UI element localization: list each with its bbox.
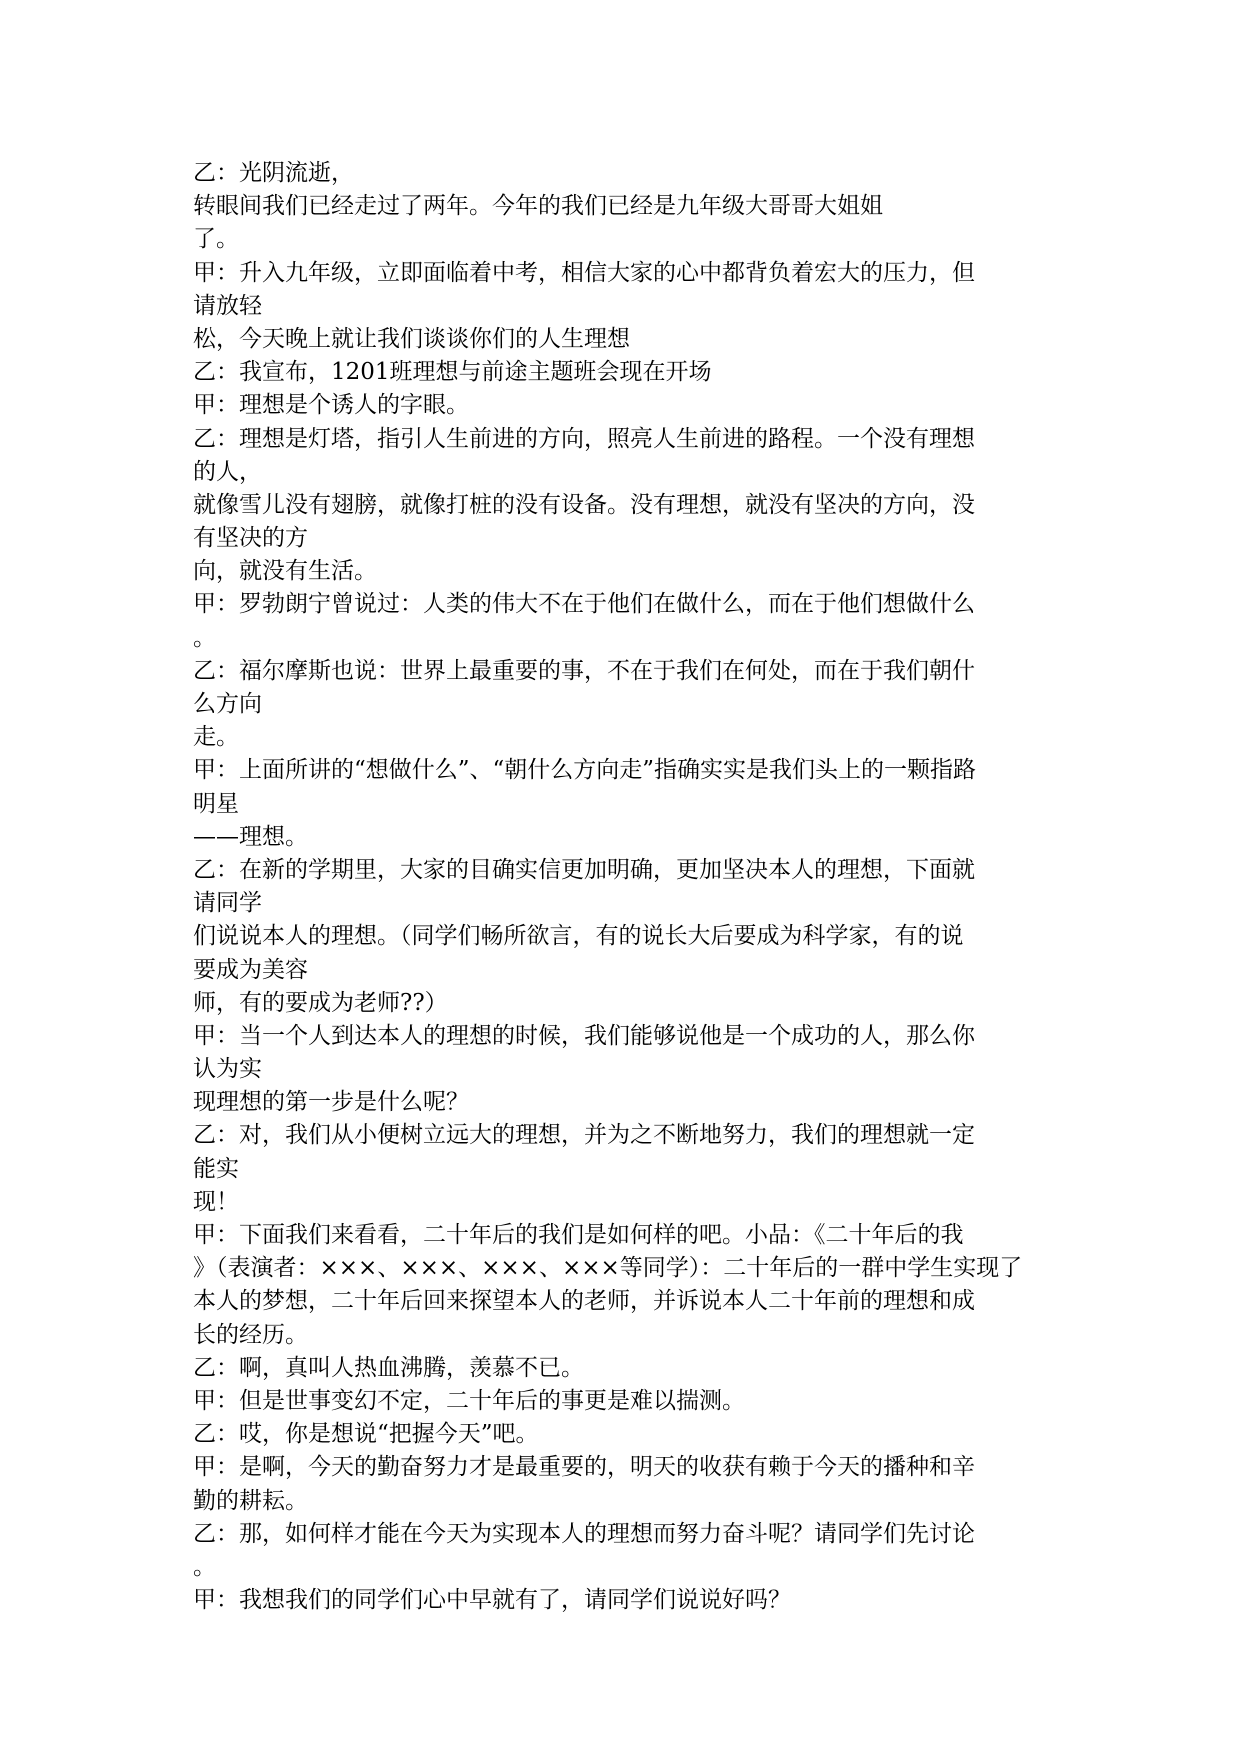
- text-line: 走。: [193, 724, 239, 751]
- text-line: ——理想。: [193, 823, 308, 850]
- text-line: 现！: [193, 1188, 239, 1215]
- text-line: 甲：罗勃朗宁曾说过：人类的伟大不在于他们在做什么，而在于他们想做什么: [193, 591, 975, 618]
- text-line: 本人的梦想，二十年后回来探望本人的老师，并诉说本人二十年前的理想和成: [193, 1288, 975, 1315]
- text-line: 乙：福尔摩斯也说：世界上最重要的事，不在于我们在何处，而在于我们朝什: [193, 657, 975, 684]
- text-line: 甲：当一个人到达本人的理想的时候，我们能够说他是一个成功的人，那么你: [193, 1022, 975, 1049]
- text-line: 师，有的要成为老师??）: [193, 989, 448, 1016]
- text-line: 认为实: [193, 1056, 262, 1083]
- text-line: 乙：哎，你是想说“把握今天”吧。: [193, 1421, 539, 1448]
- text-line: 就像雪儿没有翅膀，就像打桩的没有设备。没有理想，就没有坚决的方向，没: [193, 491, 975, 518]
- text-line: 转眼间我们已经走过了两年。今年的我们已经是九年级大哥哥大姐姐: [193, 193, 883, 220]
- text-line: 甲：但是世事变幻不定，二十年后的事更是难以揣测。: [193, 1387, 745, 1414]
- text-line: 乙：光阴流逝，: [193, 160, 354, 186]
- text-line: 甲：我想我们的同学们心中早就有了，请同学们说说好吗？: [193, 1587, 791, 1614]
- text-line: 能实: [193, 1155, 239, 1182]
- text-line: 请同学: [193, 890, 262, 917]
- document-body: [193, 157, 1063, 1617]
- text-line: 勤的耕耘。: [193, 1487, 308, 1514]
- text-line: 的人，: [193, 458, 262, 485]
- text-line: 现理想的第一步是什么呢？: [193, 1089, 469, 1116]
- text-line: 请放轻: [193, 292, 262, 319]
- text-line: 乙：那，如何样才能在今天为实现本人的理想而努力奋斗呢？请同学们先讨论: [193, 1520, 975, 1547]
- text-line: 向，就没有生活。: [193, 558, 377, 585]
- text-line: 甲：下面我们来看看，二十年后的我们是如何样的吧。小品：《二十年后的我: [193, 1222, 964, 1248]
- text-line: 明星: [193, 790, 239, 817]
- text-line: 甲：理想是个诱人的字眼。: [193, 392, 469, 419]
- text-line: 甲：上面所讲的“想做什么”、“朝什么方向走”指确实实是我们头上的一颗指路: [193, 757, 977, 784]
- text-line: 们说说本人的理想。（同学们畅所欲言，有的说长大后要成为科学家，有的说: [193, 923, 964, 950]
- text-line: 》（表演者：×××、×××、×××、×××等同学）：二十年后的一群中学生实现了: [193, 1255, 1023, 1282]
- text-line: 。: [193, 1553, 216, 1580]
- text-line: 甲：升入九年级，立即面临着中考，相信大家的心中都背负着宏大的压力，但: [193, 259, 975, 286]
- text-line: 乙：在新的学期里，大家的目确实信更加明确，更加坚决本人的理想，下面就: [193, 856, 975, 883]
- text-line: 么方向: [193, 691, 262, 717]
- text-line: 乙：我宣布，1201班理想与前途主题班会现在开场: [193, 359, 712, 386]
- text-line: 乙：啊，真叫人热血沸腾，羡慕不已。: [193, 1354, 584, 1381]
- text-line: 松，今天晚上就让我们谈谈你们的人生理想: [193, 325, 630, 352]
- text-line: 乙：对，我们从小便树立远大的理想，并为之不断地努力，我们的理想就一定: [193, 1122, 975, 1149]
- text-line: 甲：是啊，今天的勤奋努力才是最重要的，明天的收获有赖于今天的播种和辛: [193, 1454, 975, 1481]
- text-line: 乙：理想是灯塔，指引人生前进的方向，照亮人生前进的路程。一个没有理想: [193, 425, 975, 452]
- text-line: 了。: [193, 226, 239, 253]
- text-line: 有坚决的方: [193, 525, 308, 552]
- text-line: 要成为美容: [193, 956, 308, 983]
- text-line: 。: [193, 624, 216, 651]
- text-line: 长的经历。: [193, 1321, 308, 1348]
